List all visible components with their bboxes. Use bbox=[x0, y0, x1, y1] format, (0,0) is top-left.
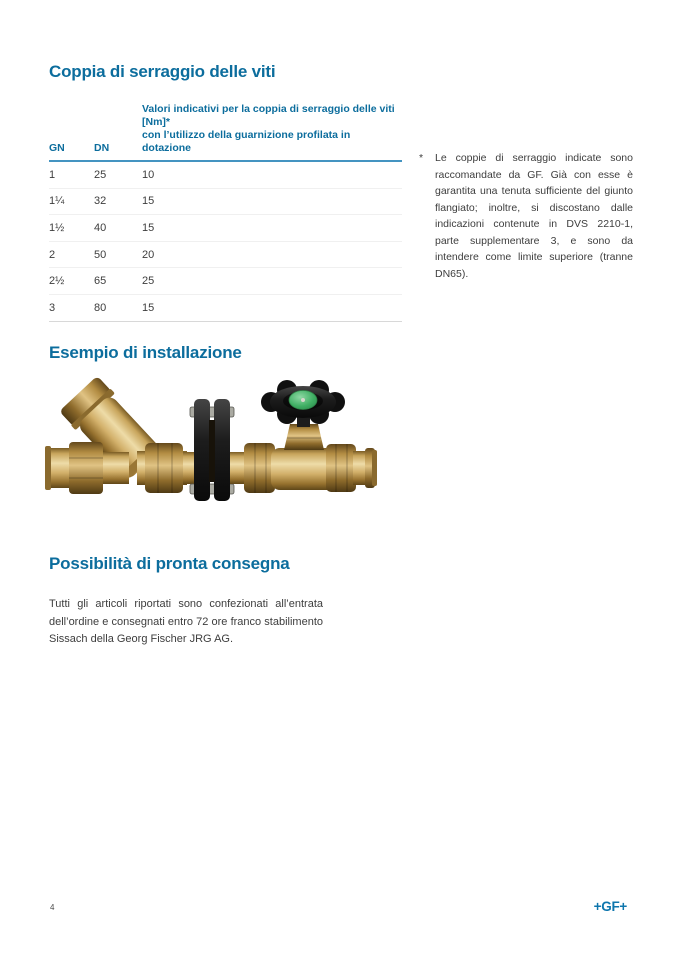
section-title-delivery: Possibilità di pronta consegna bbox=[49, 554, 290, 573]
table-row bbox=[49, 189, 402, 216]
cell-nm: 20 bbox=[142, 248, 155, 261]
cell-dn: 50 bbox=[94, 248, 107, 261]
cell-gn: 1½ bbox=[49, 221, 65, 234]
column-header-nm bbox=[142, 103, 402, 155]
section-title-torque: Coppia di serraggio delle viti bbox=[49, 62, 276, 81]
cell-nm: 10 bbox=[142, 168, 155, 181]
table-row bbox=[49, 268, 402, 295]
column-header-gn: GN bbox=[49, 142, 65, 154]
cell-gn: 2½ bbox=[49, 275, 65, 288]
delivery-paragraph: Tutti gli articoli riportati sono confezionati all’entrata dell’ordine e consegnati entro 72 ore franco stabilimento Sissach della Georg Fischer JRG AG. bbox=[49, 598, 323, 645]
cell-gn: 2 bbox=[49, 248, 56, 261]
footnote-text: Le coppie di serraggio indicate sono raccomandate da GF. Già con esse è garantita una tenuta sufficiente del giunto flangiato; inoltre, si discostano dalle indicazioni contenute in DVS 2210-1, parte supplementare 3, e sono da intendere come limite superiore (tranne DN65). bbox=[435, 152, 633, 280]
torque-table-header bbox=[49, 103, 402, 162]
cell-gn: 3 bbox=[49, 301, 56, 314]
column-header-dn: DN bbox=[94, 142, 110, 154]
cell-gn: 1¼ bbox=[49, 195, 65, 208]
cell-gn: 1 bbox=[49, 168, 56, 181]
valve-assembly-image bbox=[45, 372, 377, 518]
cell-dn: 80 bbox=[94, 301, 107, 314]
cell-nm: 25 bbox=[142, 275, 155, 288]
union-nut-right bbox=[230, 443, 275, 493]
cell-dn: 40 bbox=[94, 221, 107, 234]
valve-handwheel bbox=[261, 380, 345, 424]
table-row bbox=[49, 162, 402, 189]
column-header-nm-line2: con l’utilizzo della guarnizione profilata in dotazione bbox=[142, 129, 351, 154]
right-pipe-fitting bbox=[326, 444, 377, 492]
column-header-nm-line1: Valori indicativi per la coppia di serraggio delle viti [Nm]* bbox=[142, 103, 395, 128]
gf-logo: +GF+ bbox=[593, 899, 627, 914]
footnote-asterisk: * bbox=[419, 152, 424, 164]
cell-dn: 25 bbox=[94, 168, 107, 181]
cell-dn: 32 bbox=[94, 195, 107, 208]
torque-footnote bbox=[419, 150, 633, 282]
flange-coupling bbox=[190, 399, 234, 501]
page-number: 4 bbox=[50, 903, 55, 912]
table-row bbox=[49, 295, 402, 322]
table-row bbox=[49, 215, 402, 242]
cell-nm: 15 bbox=[142, 221, 155, 234]
section-title-installation: Esempio di installazione bbox=[49, 343, 242, 362]
table-row bbox=[49, 242, 402, 269]
torque-table bbox=[49, 103, 402, 322]
cell-nm: 15 bbox=[142, 195, 155, 208]
cell-nm: 15 bbox=[142, 301, 155, 314]
cell-dn: 65 bbox=[94, 275, 107, 288]
